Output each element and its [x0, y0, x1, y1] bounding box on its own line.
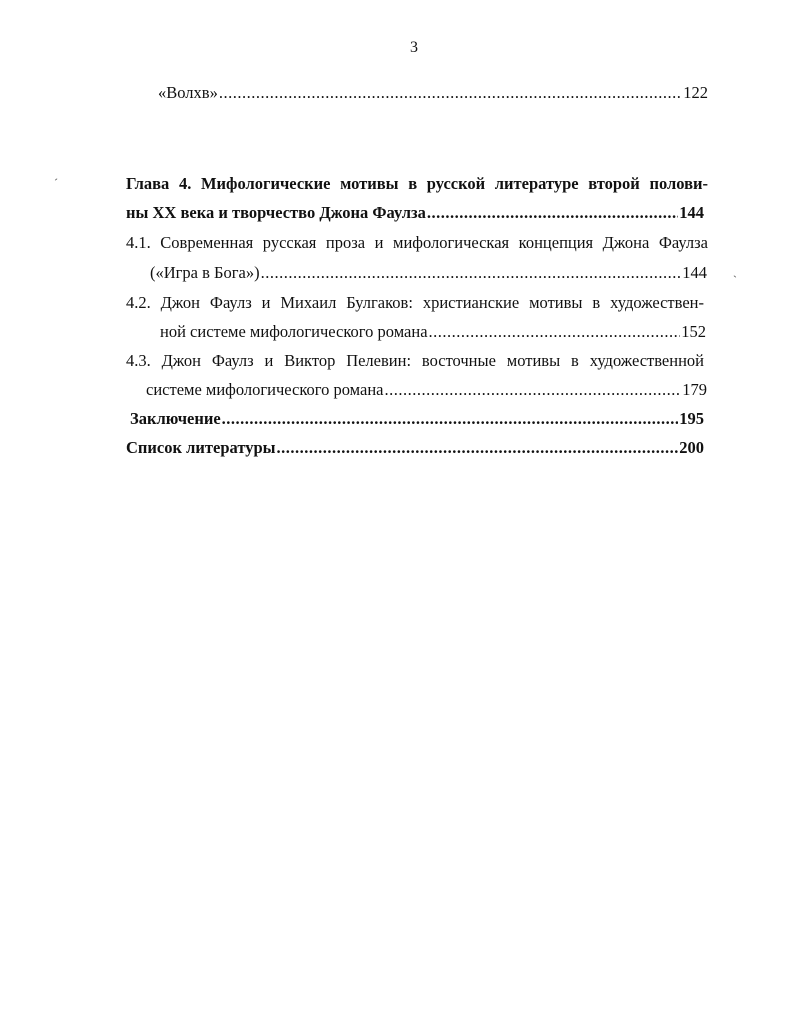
toc-entry-title: Заключение [130, 409, 221, 428]
toc-entry-page: 152 [681, 322, 706, 341]
dot-leader [277, 437, 679, 459]
toc-entry-page: 144 [682, 263, 707, 282]
toc-entry-volkhv [158, 82, 708, 104]
toc-section4-1-line1: 4.1. Современная русская проза и мифологическая концепция Джона Фаулза [126, 233, 708, 252]
toc-entry-page: 122 [683, 83, 708, 102]
toc-section4-3-line2 [146, 379, 707, 401]
page-number: 3 [410, 39, 418, 56]
scan-mark: ˏ [733, 264, 737, 278]
dot-leader [222, 408, 679, 430]
dot-leader [427, 202, 678, 224]
toc-entry-title: («Игра в Бога») [150, 263, 260, 282]
toc-entry-page: 144 [679, 203, 704, 222]
scan-mark: ˊ [54, 176, 58, 190]
dot-leader [219, 82, 682, 104]
toc-entry-page: 195 [679, 409, 704, 428]
toc-entry-page: 179 [682, 380, 707, 399]
toc-entry-title: «Волхв» [158, 83, 218, 102]
toc-entry-page: 200 [679, 438, 704, 457]
toc-section4-3-line1: 4.3. Джон Фаулз и Виктор Пелевин: восточные мотивы в художественной [126, 351, 704, 370]
toc-chapter4-line1: Глава 4. Мифологические мотивы в русской литературе второй полови- [126, 174, 708, 193]
toc-entry-title: ны XX века и творчество Джона Фаулза [126, 203, 426, 222]
toc-entry-title: ной системе мифологического романа [160, 322, 428, 341]
toc-entry-title: системе мифологического романа [146, 380, 384, 399]
dot-leader [385, 379, 682, 401]
toc-section4-2-line1: 4.2. Джон Фаулз и Михаил Булгаков: христианские мотивы в художествен- [126, 293, 704, 312]
toc-entry-bibliography [126, 437, 704, 459]
toc-entry-title: Список литературы [126, 438, 276, 457]
toc-chapter4-line2 [126, 202, 704, 224]
toc-section4-2-line2 [160, 321, 706, 343]
toc-section4-1-line2 [150, 262, 707, 284]
dot-leader [261, 262, 682, 284]
dot-leader [429, 321, 681, 343]
toc-entry-conclusion [130, 408, 704, 430]
